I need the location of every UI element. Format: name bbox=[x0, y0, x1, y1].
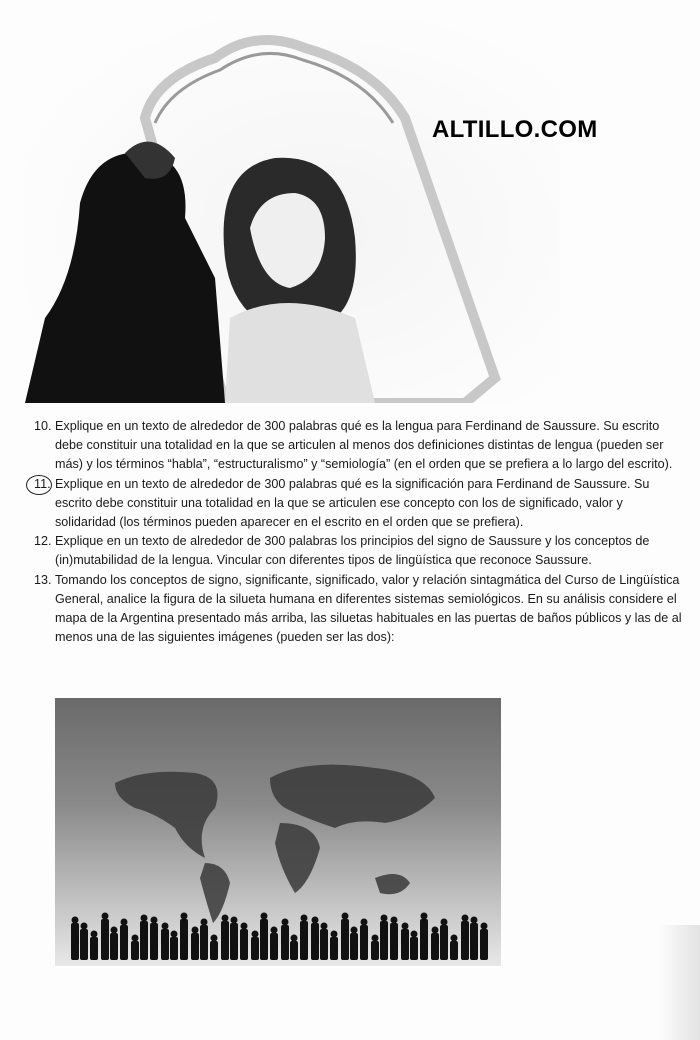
person-body bbox=[161, 929, 169, 960]
person-body bbox=[440, 925, 448, 960]
person-head bbox=[402, 923, 409, 930]
person-head bbox=[81, 923, 88, 930]
person-body bbox=[260, 919, 268, 960]
person-head bbox=[421, 913, 428, 920]
person-body bbox=[191, 933, 199, 960]
question-text: Tomando los conceptos de signo, significante, significado, valor y relación sintagmática del Curso de Lingüística General, analice la figura de la silueta humana en diferentes sistemas semiológicos. En su análisis considere el mapa de la Argentina presentado más arriba, las siluetas habituales en las puertas de baños públicos y las de al menos una de las siguientes imágenes (pueden ser las dos): bbox=[55, 572, 682, 645]
person-body bbox=[221, 921, 229, 960]
person-head bbox=[141, 915, 148, 922]
person-body bbox=[80, 929, 88, 960]
person-head bbox=[301, 915, 308, 922]
person-head bbox=[321, 923, 328, 930]
person-body bbox=[170, 937, 178, 960]
person-head bbox=[481, 923, 488, 930]
person-head bbox=[432, 927, 439, 934]
person-body bbox=[470, 923, 478, 960]
person-head bbox=[462, 915, 469, 922]
person-head bbox=[282, 919, 289, 926]
person-body bbox=[90, 937, 98, 960]
person-body bbox=[350, 933, 358, 960]
person-body bbox=[101, 919, 109, 960]
person-head bbox=[132, 935, 139, 942]
person-body bbox=[140, 921, 148, 960]
person-body bbox=[270, 933, 278, 960]
person-head bbox=[331, 931, 338, 938]
question-10 bbox=[34, 417, 684, 475]
person-body bbox=[311, 923, 319, 960]
question-text: Explique en un texto de alrededor de 300 palabras qué es la lengua para Ferdinand de Saussure. Su escrito debe constituir una totalidad en la que se articulen al menos dos definiciones distintas de lengua (pueden ser más) y los términos “habla”, “estructuralismo” y “semiología” (en el orden que se prefiera a lo largo del escrito). bbox=[55, 419, 673, 472]
person-head bbox=[361, 919, 368, 926]
person-head bbox=[271, 927, 278, 934]
person-head bbox=[72, 917, 79, 924]
person-head bbox=[342, 913, 349, 920]
person-body bbox=[401, 929, 409, 960]
person-head bbox=[312, 917, 319, 924]
person-body bbox=[71, 923, 79, 960]
person-head bbox=[222, 915, 229, 922]
person-head bbox=[351, 927, 358, 934]
person-body bbox=[480, 929, 488, 960]
person-head bbox=[252, 931, 259, 938]
mirror-illustration bbox=[25, 18, 560, 403]
person-head bbox=[151, 917, 158, 924]
person-head bbox=[261, 913, 268, 920]
person-body bbox=[281, 925, 289, 960]
person-body bbox=[180, 919, 188, 960]
person-head bbox=[181, 913, 188, 920]
watermark-logo: ALTILLO.COM bbox=[432, 116, 598, 143]
world-map-people-image bbox=[55, 698, 501, 966]
person-body bbox=[390, 923, 398, 960]
question-13 bbox=[34, 571, 684, 648]
person-body bbox=[300, 921, 308, 960]
person-head bbox=[231, 917, 238, 924]
person-body bbox=[110, 933, 118, 960]
person-body bbox=[371, 941, 379, 960]
question-11 bbox=[34, 475, 684, 533]
person-body bbox=[450, 941, 458, 960]
person-body bbox=[380, 921, 388, 960]
person-head bbox=[201, 919, 208, 926]
person-body bbox=[320, 929, 328, 960]
person-head bbox=[121, 919, 128, 926]
question-text: Explique en un texto de alrededor de 300 palabras los principios del signo de Saussure y los conceptos de (in)mutabilidad de la lengua. Vincular con diferentes tipos de lingüística que reconoce Saussure. bbox=[55, 534, 650, 568]
person-body bbox=[251, 937, 259, 960]
person-head bbox=[211, 935, 218, 942]
question-number: 10. bbox=[34, 419, 52, 433]
question-number: 12. bbox=[34, 534, 52, 549]
question-12 bbox=[34, 532, 684, 570]
person-head bbox=[162, 923, 169, 930]
person-head bbox=[372, 935, 379, 942]
person-head bbox=[441, 919, 448, 926]
person-head bbox=[381, 915, 388, 922]
question-list bbox=[34, 417, 684, 647]
person-body bbox=[420, 919, 428, 960]
person-head bbox=[451, 935, 458, 942]
person-body bbox=[210, 941, 218, 960]
world-map bbox=[115, 765, 435, 923]
person-body bbox=[131, 941, 139, 960]
person-head bbox=[241, 923, 248, 930]
question-number: 13. bbox=[34, 572, 52, 587]
person-head bbox=[111, 927, 118, 934]
person-body bbox=[240, 929, 248, 960]
person-body bbox=[410, 937, 418, 960]
person-body bbox=[120, 925, 128, 960]
person-body bbox=[431, 933, 439, 960]
person-head bbox=[102, 913, 109, 920]
scan-shadow bbox=[658, 925, 700, 1040]
person-body bbox=[341, 919, 349, 960]
person-body bbox=[461, 921, 469, 960]
person-head bbox=[171, 931, 178, 938]
person-head bbox=[471, 917, 478, 924]
person-body bbox=[200, 925, 208, 960]
person-body bbox=[330, 937, 338, 960]
person-head bbox=[192, 927, 199, 934]
question-text: Explique en un texto de alrededor de 300 palabras qué es la significación para Ferdinand de Saussure. Su escrito debe constituir una totalidad en la que se articulen ese concepto con los de significado, valor y solidaridad (los términos pueden aparecer en el escrito en el orden que se prefiera). bbox=[55, 476, 650, 530]
question-number-circled: 11. bbox=[34, 475, 55, 533]
person-body bbox=[150, 923, 158, 960]
person-head bbox=[291, 935, 298, 942]
person-head bbox=[91, 931, 98, 938]
person-body bbox=[360, 925, 368, 960]
person-head bbox=[411, 931, 418, 938]
person-head bbox=[391, 917, 398, 924]
people-silhouettes bbox=[71, 913, 488, 961]
person-body bbox=[290, 941, 298, 960]
person-body bbox=[230, 923, 238, 960]
